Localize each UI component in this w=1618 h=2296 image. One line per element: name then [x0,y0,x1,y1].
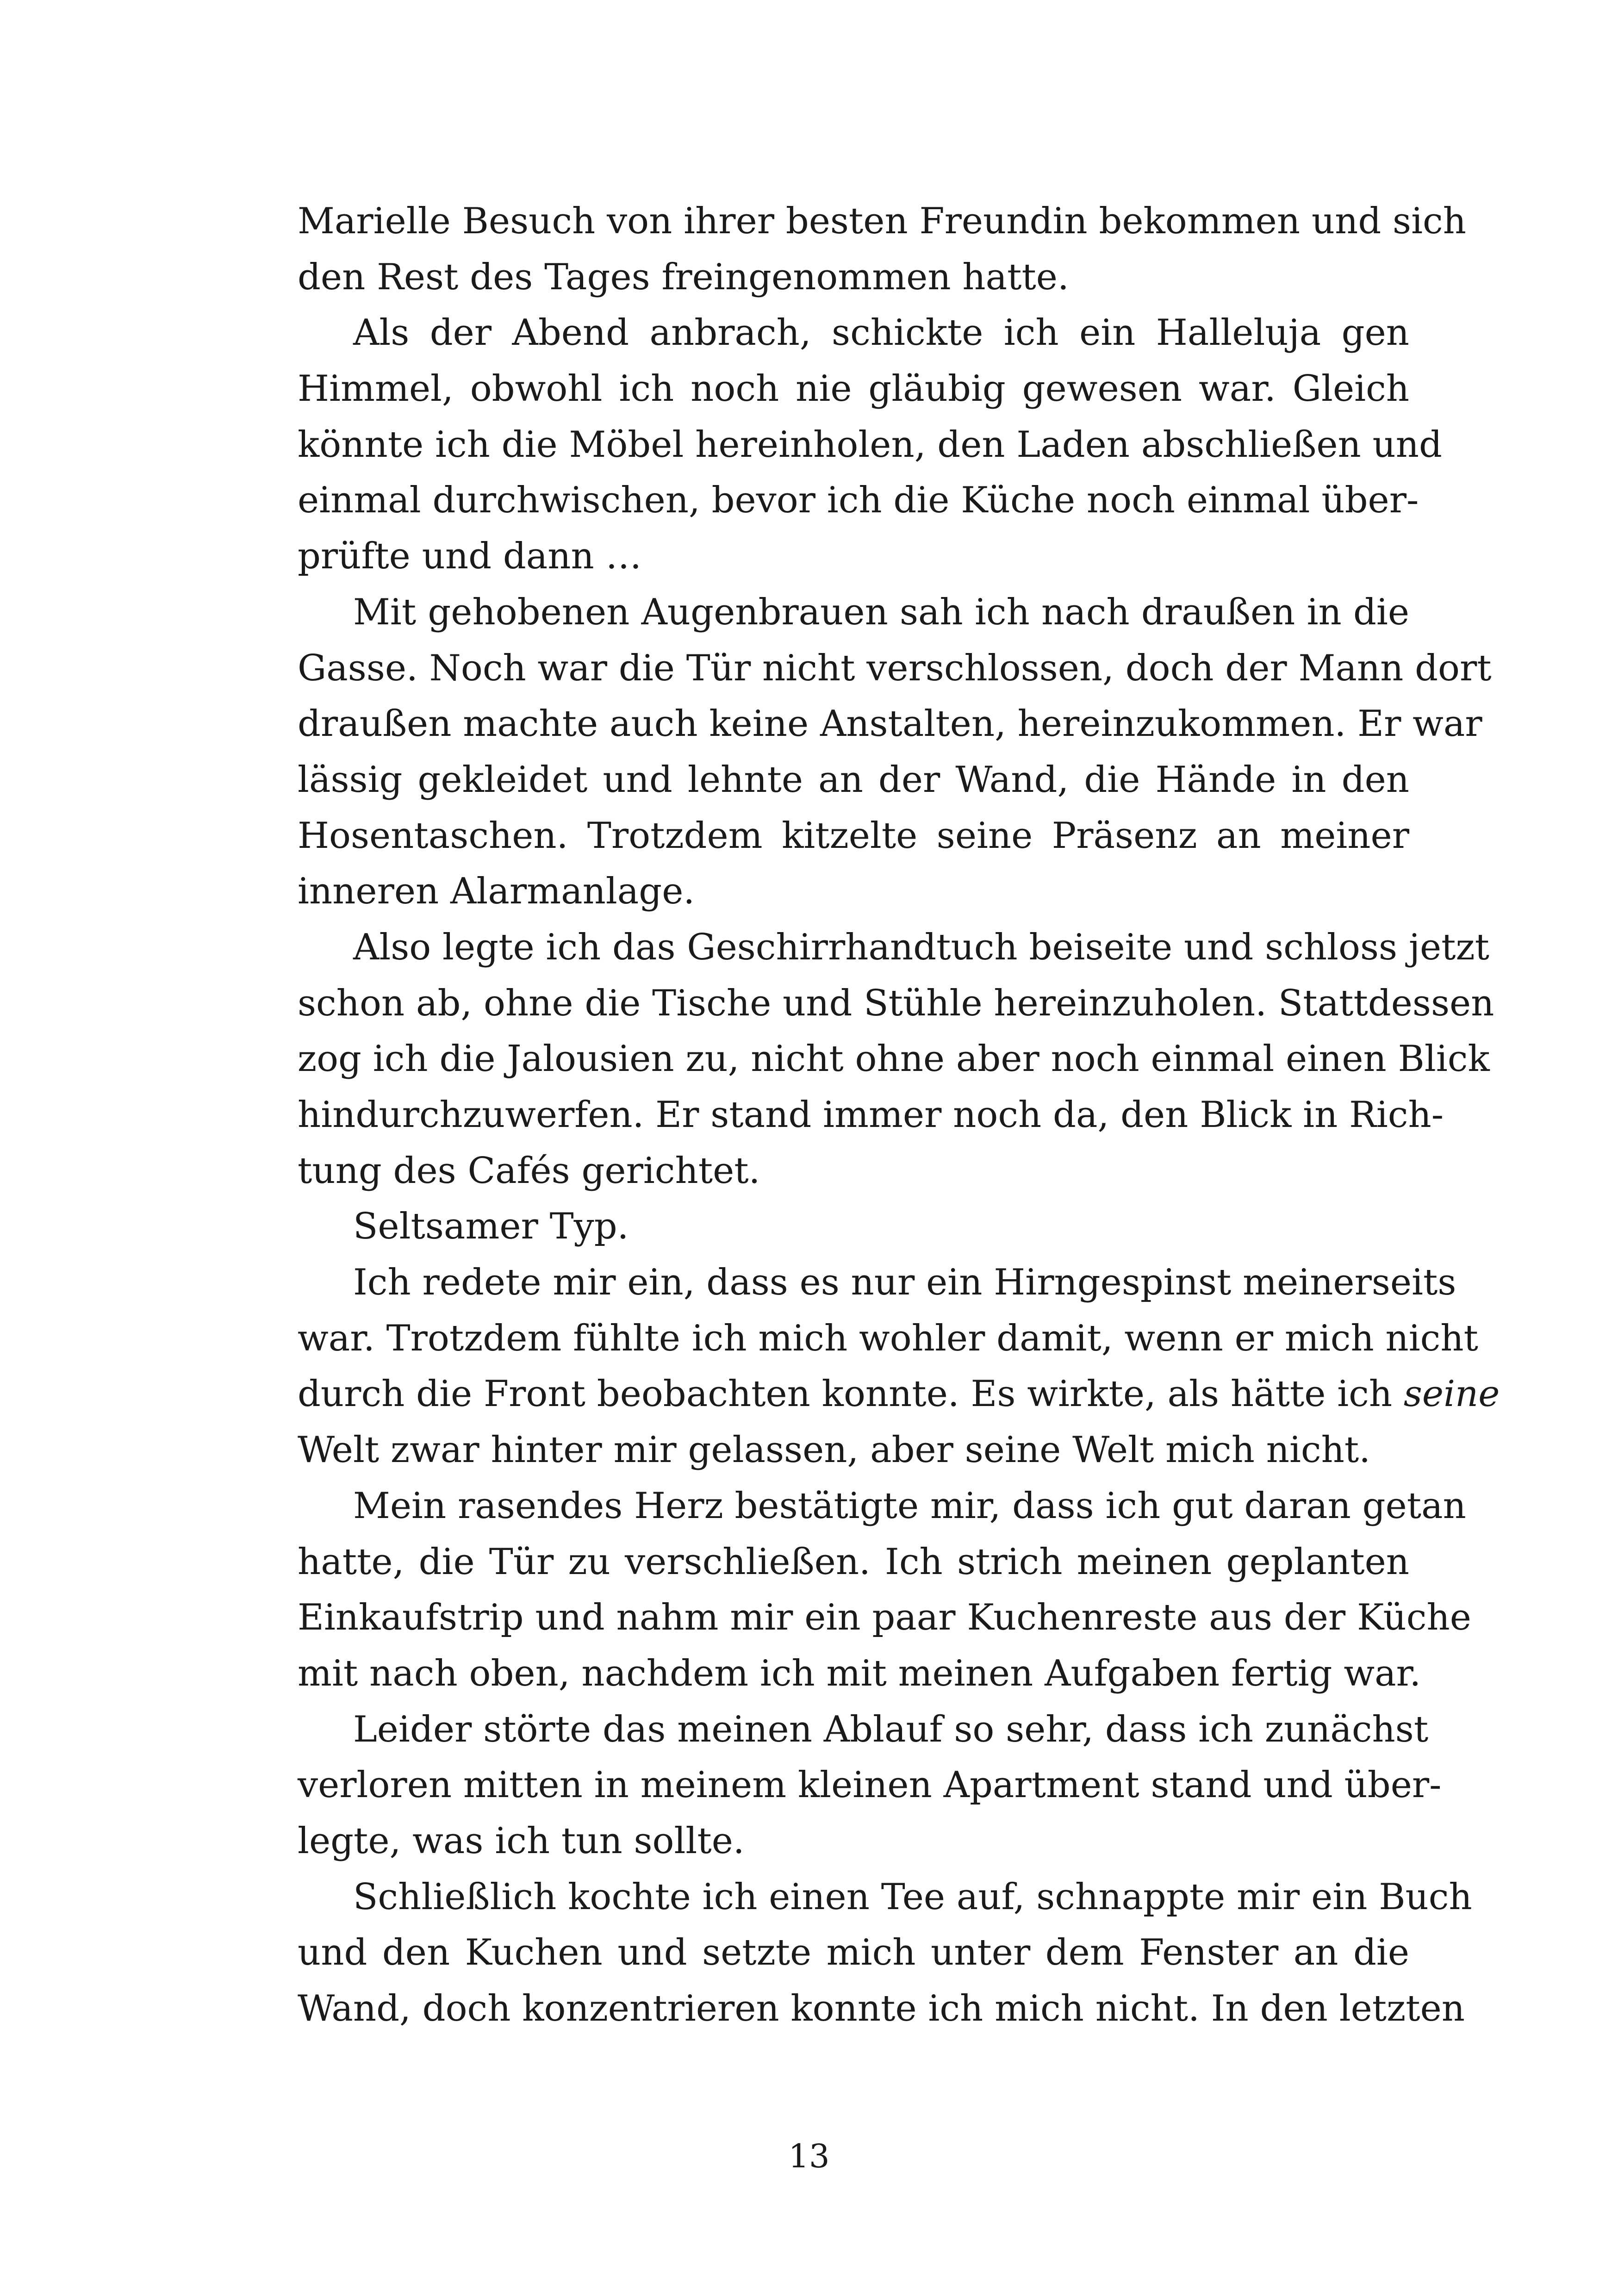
text-line: Marielle Besuch von ihrer besten Freundin bekommen und sich [298,200,1466,242]
text-line: schon ab, ohne die Tische und Stühle hereinzuholen. Stattdessen [298,982,1494,1024]
text-line: tung des Cafés gerichtet. [298,1150,760,1192]
text-line: mit nach oben, nachdem ich mit meinen Aufgaben fertig war. [298,1652,1421,1694]
text-line: und den Kuchen und setzte mich unter dem Fenster an die [298,1932,1409,1974]
text-line: hatte, die Tür zu verschließen. Ich strich meinen geplanten [298,1541,1409,1583]
text-line: draußen machte auch keine Anstalten, hereinzukommen. Er war [298,703,1482,745]
text-line: den Rest des Tages freingenommen hatte. [298,256,1069,298]
text-line: zog ich die Jalousien zu, nicht ohne aber noch einmal einen Blick [298,1038,1490,1080]
text-line: war. Trotzdem fühlte ich mich wohler damit, wenn er mich nicht [298,1317,1478,1359]
text-line: Einkaufstrip und nahm mir ein paar Kuchenreste aus der Küche [298,1597,1471,1639]
text-line: einmal durchwischen, bevor ich die Küche noch einmal über- [298,479,1419,522]
text-line: Mein rasendes Herz bestätigte mir, dass ich gut daran getan [353,1485,1466,1527]
text-line: Als der Abend anbrach, schickte ich ein Halleluja gen [353,312,1409,354]
text-line: könnte ich die Möbel hereinholen, den Laden abschließen und [298,423,1442,466]
text-line: Schließlich kochte ich einen Tee auf, schnappte mir ein Buch [353,1876,1472,1918]
italic-emphasis: seine [1403,1373,1500,1415]
text-line [298,1366,1500,1422]
text-line: Mit gehobenen Augenbrauen sah ich nach draußen in die [353,591,1409,633]
text-line: hindurchzuwerfen. Er stand immer noch da, den Blick in Rich- [298,1094,1444,1136]
page-number: 13 [788,2137,830,2175]
text-line: Also legte ich das Geschirrhandtuch beiseite und schloss jetzt [353,926,1489,968]
text-line: Himmel, obwohl ich noch nie gläubig gewesen war. Gleich [298,368,1409,410]
body-text [298,193,1500,2037]
text-line: lässig gekleidet und lehnte an der Wand, die Hände in den [298,759,1409,801]
text-line: legte, was ich tun sollte. [298,1820,745,1862]
text-line: Welt zwar hinter mir gelassen, aber seine Welt mich nicht. [298,1429,1370,1471]
text-line: Gasse. Noch war die Tür nicht verschlossen, doch der Mann dort [298,647,1492,689]
text-line: Leider störte das meinen Ablauf so sehr, dass ich zunächst [353,1708,1429,1750]
text-line: verloren mitten in meinem kleinen Apartment stand und über- [298,1764,1442,1806]
text-line: Hosentaschen. Trotzdem kitzelte seine Präsenz an meiner [298,815,1409,857]
text-line: inneren Alarmanlage. [298,871,695,913]
text-segment: durch die Front beobachten konnte. Es wirkte, als hätte ich [298,1373,1404,1415]
text-line: Seltsamer Typ. [353,1206,629,1248]
text-line: Wand, doch konzentrieren konnte ich mich nicht. In den letzten [298,1988,1465,2029]
text-line: prüfte und dann … [298,535,642,578]
text-line: Ich redete mir ein, dass es nur ein Hirngespinst meinerseits [353,1262,1456,1304]
